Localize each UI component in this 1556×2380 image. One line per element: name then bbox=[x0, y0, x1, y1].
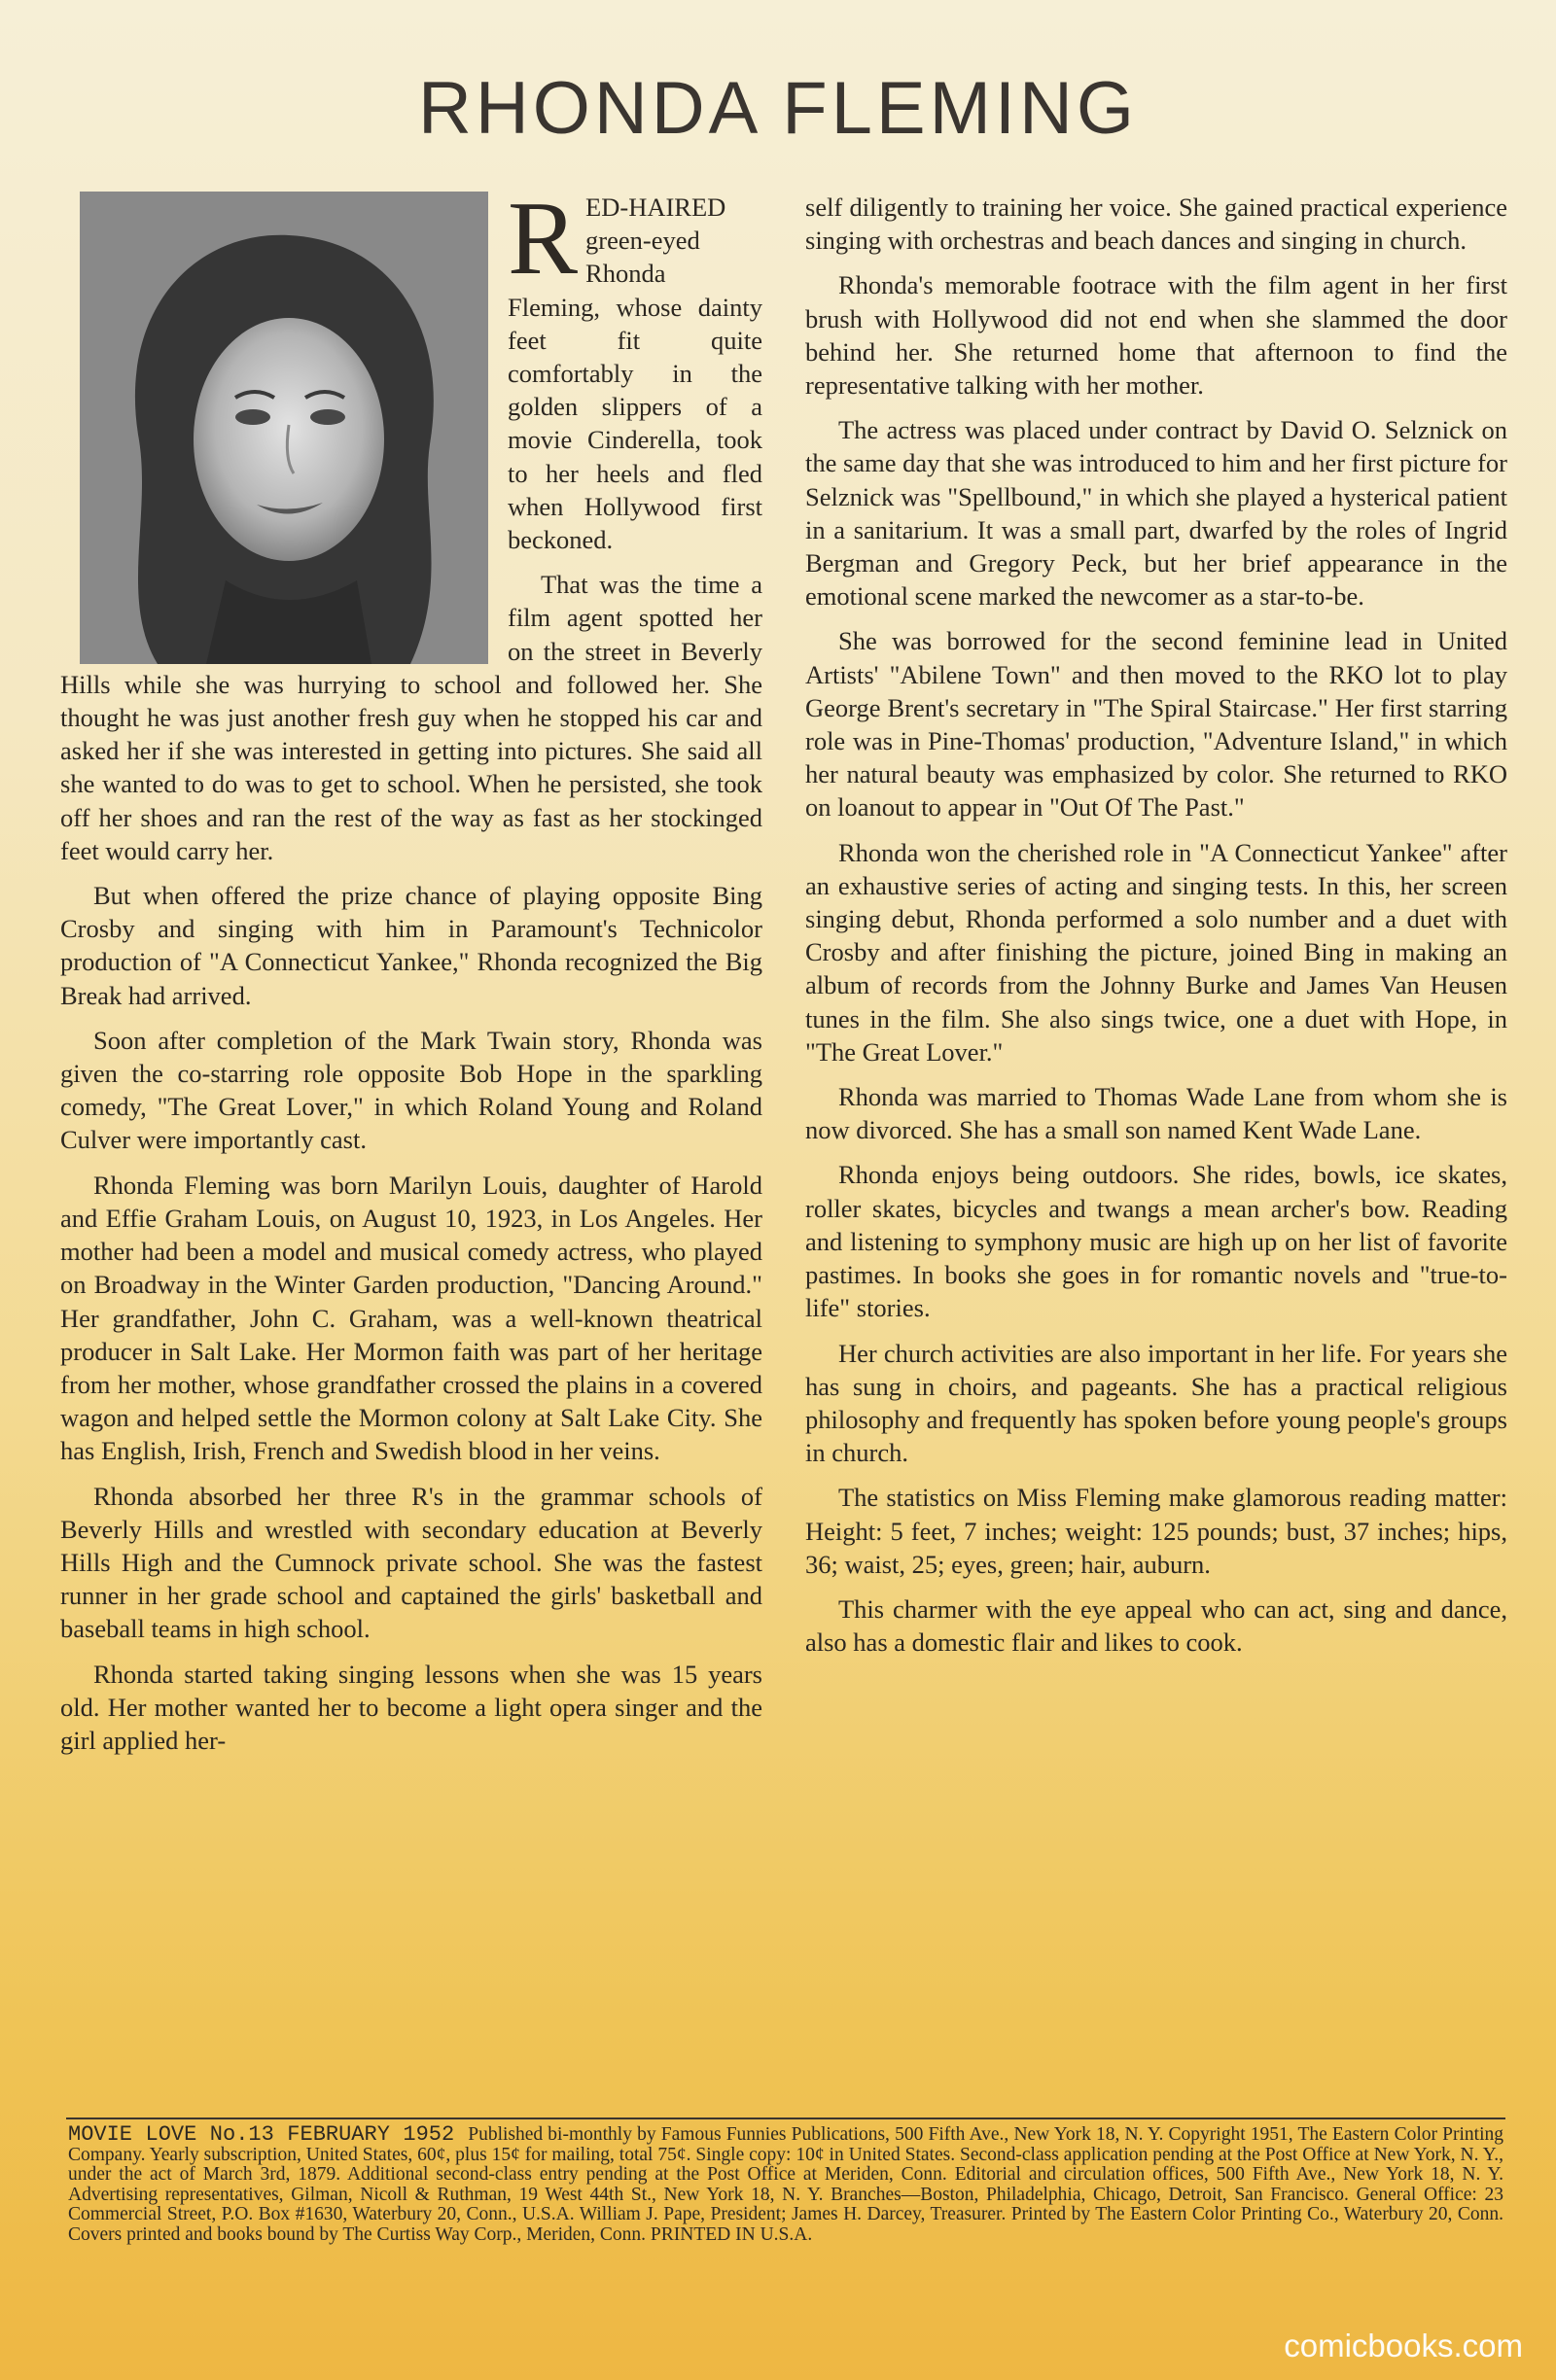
right-column bbox=[805, 191, 1507, 1670]
article-paragraph: Rhonda Fleming was born Marilyn Louis, daughter of Harold and Effie Graham Louis, on August 10, 1923, in Los Angeles. Her mother had been a model and musical comedy actress, who played on Broadway in the Winter Garden production, "Dancing Around." Her grandfather, John C. Graham, was a well-known theatrical producer in Salt Lake. Her Mormon faith was part of her heritage from her mother, whose grandfather crossed the plains in a covered wagon and helped settle the Mormon colony at Salt Lake City. She has English, Irish, French and Swedish blood in her veins. bbox=[60, 1170, 762, 1466]
article-paragraph: The actress was placed under contract by David O. Selznick on the same day that she was introduced to him and her first picture for Selznick was "Spellbound," in which she played a hysterical patient in a sanitarium. It was a small part, dwarfed by the roles of Ingrid Bergman and Gregory Peck, but her brief appearance in the emotional scene marked the newcomer as a star-to-be. bbox=[805, 415, 1507, 612]
continuation-paragraph: self diligently to training her voice. She gained practical experience singing with orchestras and beach dances and singing in church. bbox=[805, 192, 1507, 256]
article-paragraph: Rhonda absorbed her three R's in the grammar schools of Beverly Hills and wrestled with secondary education at Beverly Hills High and the Cumnock private school. She was the fastest runner in her grade school and captained the girls' basketball and baseball teams in high school. bbox=[60, 1481, 762, 1644]
article-paragraph: That was the time a film agent spotted her on the street in Beverly Hills while she was hurrying to school and followed her. She thought he was just another fresh guy when he stopped his car and asked her if she was interested in getting into pictures. She said all she wanted to do was to get to school. When he persisted, she took off her shoes and ran the rest of the way as fast as her stockinged feet would carry her. bbox=[60, 570, 762, 865]
article-paragraph: Her church activities are also important in her life. For years she has sung in choirs, and pageants. She has a practical religious philosophy and frequently has spoken before young people's groups in church. bbox=[805, 1338, 1507, 1468]
left-column bbox=[60, 181, 762, 1768]
page-title: RHONDA FLEMING bbox=[417, 67, 1139, 150]
footer-divider bbox=[66, 2118, 1505, 2119]
photo-wrap-space bbox=[60, 191, 508, 667]
article-paragraph: Rhonda started taking singing lessons when she was 15 years old. Her mother wanted her to become a light opera singer and the girl applied her- bbox=[60, 1659, 762, 1755]
article-paragraph: But when offered the prize chance of playing opposite Bing Crosby and singing with him in Paramount's Technicolor production of "A Connecticut Yankee," Rhonda recognized the Big Break had arrived. bbox=[60, 881, 762, 1010]
article-paragraph: This charmer with the eye appeal who can act, sing and dance, also has a domestic flair and likes to cook. bbox=[805, 1593, 1507, 1658]
article-paragraph: Rhonda won the cherished role in "A Connecticut Yankee" after an exhaustive series of acting and singing tests. In this, her screen singing debut, Rhonda performed a solo number and a duet with Crosby and after finishing the picture, joined Bing in making an album of records from the Johnny Burke and James Van Heusen tunes in the film. She also sings twice, one a duet with Hope, in "The Great Lover." bbox=[805, 837, 1507, 1067]
article-paragraph: She was borrowed for the second feminine lead in United Artists' "Abilene Town" and then moved to the RKO lot to play George Brent's secretary in "The Spiral Staircase." Her first starring role was in Pine-Thomas' production, "Adventure Island," in which her natural beauty was emphasized by color. She returned to RKO on loanout to appear in "Out Of The Past." bbox=[805, 626, 1507, 822]
article-paragraph: Rhonda's memorable footrace with the film agent in her first brush with Hollywood did not end when she slammed the door behind her. She returned home that afternoon to find the representative talking with her mother. bbox=[805, 270, 1507, 401]
article-paragraph: Soon after completion of the Mark Twain story, Rhonda was given the co-starring role opposite Bob Hope in the sparkling comedy, "The Great Lover," in which Roland Young and Roland Culver were importantly cast. bbox=[60, 1025, 762, 1155]
magazine-issue: MOVIE LOVE No.13 FEBRUARY 1952 bbox=[68, 2122, 455, 2147]
publication-text: Published bi-monthly by Famous Funnies Publications, 500 Fifth Ave., New York 18, N. Y. Copyright 1951, The Eastern Color Printing Company. Yearly subscription, United States, 60¢, plus 15¢ for mailing, total 75¢. Single copy: 10¢ in United States. Second-class application pending at the Post Office at New York, N. Y., under the act of March 3rd, 1879. Additional second-class entry pending at the Post Office at Meriden, Conn. Editorial and circulation offices, 500 Fifth Ave., New York 18, N. Y. Advertising representatives, Gilman, Nicoll & Ruthman, 19 West 44th St., New York 18, N. Y. Branches—Boston, Philadelphia, Chicago, Detroit, San Francisco. General Office: 23 Commercial Street, P.O. Box #1630, Waterbury 20, Conn., U.S.A. William J. Pape, President; James H. Darcey, Treasurer. Printed by The Eastern Color Printing Co., Waterbury 20, Conn. Covers printed and books bound by The Curtiss Way Corp., Meriden, Conn. PRINTED IN U.S.A. bbox=[68, 2124, 1503, 2245]
article-paragraph: The statistics on Miss Fleming make glamorous reading matter: Height: 5 feet, 7 inches; weight: 125 pounds; bust, 37 inches; hips, 36; waist, 25; eyes, green; hair, auburn. bbox=[805, 1483, 1507, 1579]
publication-info bbox=[68, 2122, 1503, 2245]
site-watermark: comicbooks.com bbox=[1284, 2328, 1523, 2363]
article-paragraph: Rhonda was married to Thomas Wade Lane from whom she is now divorced. She has a small son named Kent Wade Lane. bbox=[805, 1082, 1507, 1145]
intro-text: ED-HAIRED green-eyed Rhonda Fleming, whose dainty feet fit quite comfortably in the golden slippers of a movie Cinderella, took to her heels and fled when Hollywood first beckoned. bbox=[508, 192, 762, 555]
article-paragraph: Rhonda enjoys being outdoors. She rides, bowls, ice skates, roller skates, bicycles and twangs a mean archer's bow. Reading and listening to symphony music are high up on her list of favorite pastimes. In books she goes in for romantic novels and "true-to-life" stories. bbox=[805, 1160, 1507, 1323]
drop-cap: R bbox=[508, 181, 579, 297]
